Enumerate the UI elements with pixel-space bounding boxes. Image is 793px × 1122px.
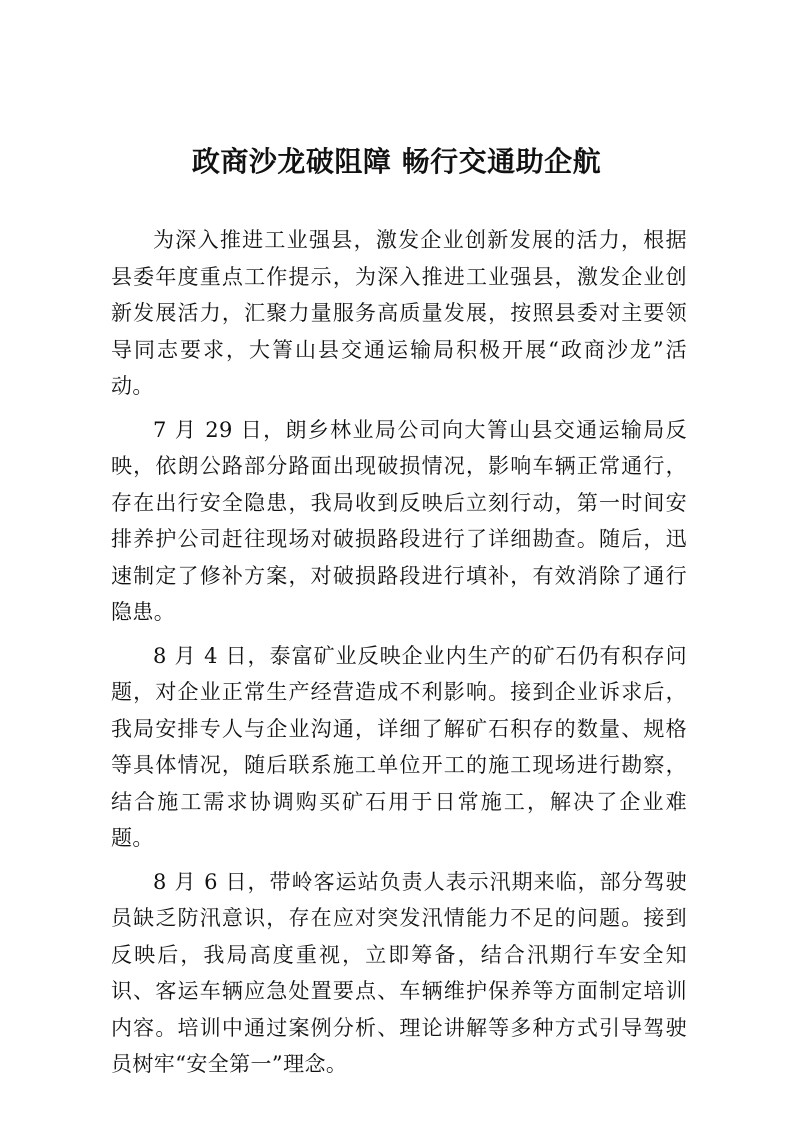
paragraph-july-29: 7 月 29 日，朗乡林业局公司向大箐山县交通运输局反映，依朗公路部分路面出现破损情况，影响车辆正常通行，存在出行安全隐患，我局收到反映后立刻行动，第一时间安排养护公司赶往现场对破损路段进行了详细勘查。随后，迅速制定了修补方案，对破损路段进行填补，有效消除了通行隐患。: [111, 417, 687, 624]
paragraph-aug-6: 8 月 6 日，带岭客运站负责人表示汛期来临，部分驾驶员缺乏防汛意识，存在应对突发汛情能力不足的问题。接到反映后，我局高度重视，立即筹备，结合汛期行车安全知识、客运车辆应急处置要点、车辆维护保养等方面制定培训内容。培训中通过案例分析、理论讲解等多种方式引导驾驶员树牢“安全第一”理念。: [111, 869, 687, 1076]
document-title: 政商沙龙破阻障 畅行交通助企航: [191, 145, 602, 178]
document-body: [111, 222, 687, 1090]
paragraph-aug-4: 8 月 4 日，泰富矿业反映企业内生产的矿石仍有积存问题，对企业正常生产经营造成不利影响。接到企业诉求后，我局安排专人与企业沟通，详细了解矿石积存的数量、规格等具体情况，随后联系施工单位开工的施工现场进行勘察，结合施工需求协调购买矿石用于日常施工，解决了企业难题。: [111, 643, 687, 850]
paragraph-intro: 为深入推进工业强县，激发企业创新发展的活力，根据县委年度重点工作提示，为深入推进工业强县，激发企业创新发展活力，汇聚力量服务高质量发展，按照县委对主要领导同志要求，大箐山县交通运输局积极开展“政商沙龙”活动。: [111, 228, 687, 398]
